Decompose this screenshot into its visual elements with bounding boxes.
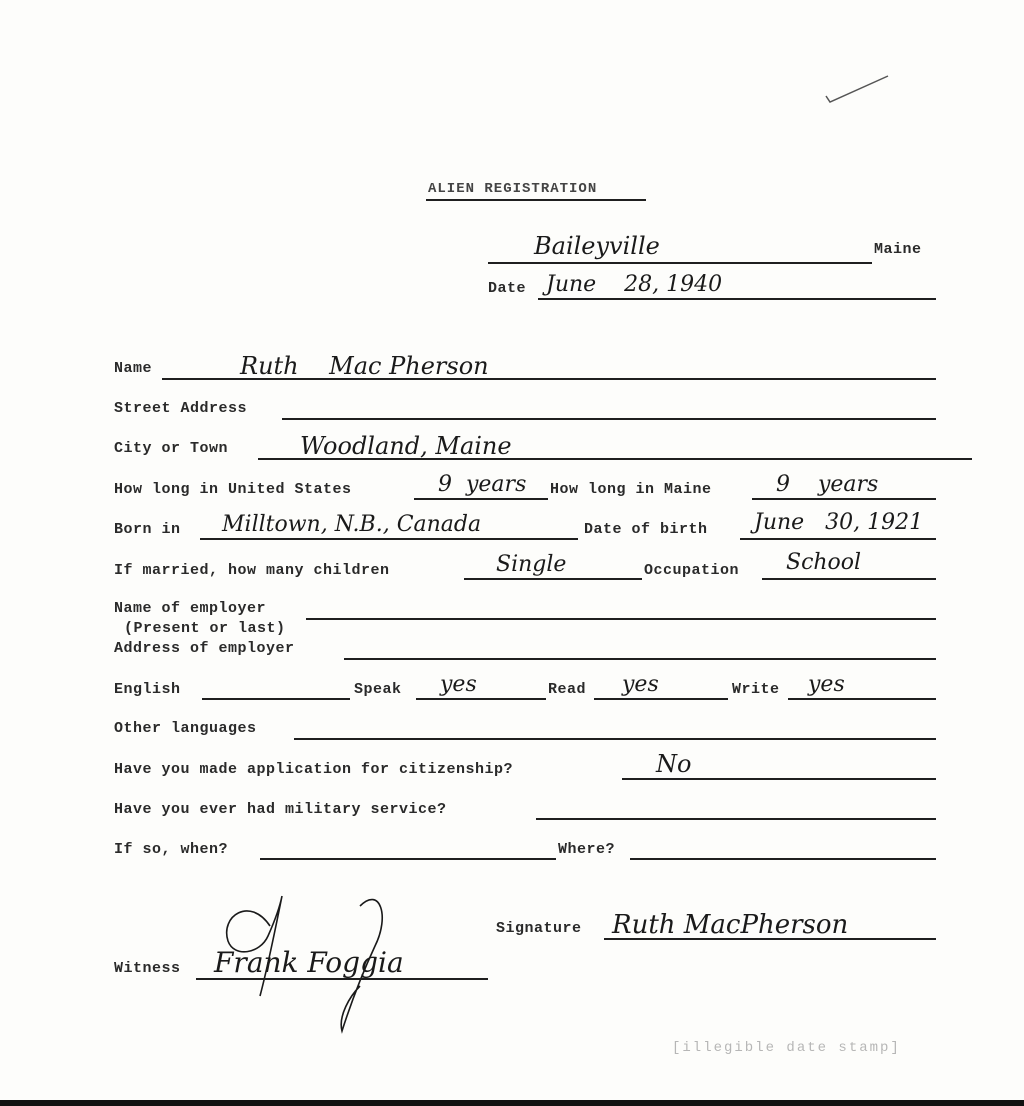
signature-line (604, 938, 936, 940)
citizenship-value: No (656, 750, 692, 778)
born-in-value: Milltown, N.B., Canada (222, 512, 482, 537)
date-label: Date (488, 280, 527, 297)
citizenship-label: Have you made application for citizenship? (114, 761, 514, 778)
date-value: June 28, 1940 (546, 272, 723, 297)
check-mark-icon (822, 72, 892, 106)
write-value: yes (808, 672, 845, 697)
dob-label: Date of birth (584, 521, 708, 538)
form-title: ALIEN REGISTRATION (428, 181, 598, 197)
occupation-value: School (786, 550, 862, 575)
occupation-line (762, 578, 936, 580)
city-label: City or Town (114, 440, 229, 457)
state-label: Maine (874, 241, 922, 258)
employer-name-label: Name of employer (114, 600, 267, 617)
name-value: Ruth Mac Pherson (240, 352, 489, 380)
name-line (162, 378, 936, 380)
children-line (464, 578, 642, 580)
if-so-when-line (260, 858, 556, 860)
town-value: Baileyville (534, 232, 660, 260)
born-in-label: Born in (114, 521, 181, 538)
children-label: If married, how many children (114, 562, 390, 579)
read-label: Read (548, 681, 587, 698)
other-languages-line (294, 738, 936, 740)
witness-line (196, 978, 488, 980)
other-languages-label: Other languages (114, 720, 257, 737)
dob-value: June 30, 1921 (754, 510, 924, 535)
present-or-last-label: (Present or last) (124, 620, 286, 637)
how-long-us-value: 9 years (438, 472, 527, 497)
street-label: Street Address (114, 400, 248, 417)
write-label: Write (732, 681, 780, 698)
street-line (282, 418, 936, 420)
date-stamp: [illegible date stamp] (672, 1040, 901, 1056)
date-line (538, 298, 936, 300)
signature-value: Ruth MacPherson (612, 910, 849, 940)
dob-line (740, 538, 936, 540)
city-line (258, 458, 972, 460)
read-value: yes (622, 672, 659, 697)
signature-label: Signature (496, 920, 582, 937)
born-in-line (200, 538, 578, 540)
how-long-us-line (414, 498, 548, 500)
speak-value: yes (440, 672, 477, 697)
citizenship-line (622, 778, 936, 780)
scan-edge (0, 1100, 1024, 1106)
employer-address-line (344, 658, 936, 660)
employer-address-label: Address of employer (114, 640, 295, 657)
where-label: Where? (558, 841, 616, 858)
how-long-maine-line (752, 498, 936, 500)
military-label: Have you ever had military service? (114, 801, 447, 818)
children-value: Single (496, 552, 567, 577)
if-so-when-label: If so, when? (114, 841, 229, 858)
how-long-us-label: How long in United States (114, 481, 352, 498)
town-line (488, 262, 872, 264)
english-label: English (114, 681, 181, 698)
english-line (202, 698, 350, 700)
how-long-maine-value: 9 years (776, 472, 879, 497)
speak-line (416, 698, 546, 700)
read-line (594, 698, 728, 700)
employer-name-line (306, 618, 936, 620)
witness-value: Frank Foggia (214, 946, 404, 979)
city-value: Woodland, Maine (300, 432, 512, 460)
name-label: Name (114, 360, 153, 377)
military-line (536, 818, 936, 820)
title-underline (426, 199, 646, 201)
witness-label: Witness (114, 960, 181, 977)
occupation-label: Occupation (644, 562, 740, 579)
where-line (630, 858, 936, 860)
how-long-maine-label: How long in Maine (550, 481, 712, 498)
speak-label: Speak (354, 681, 402, 698)
write-line (788, 698, 936, 700)
